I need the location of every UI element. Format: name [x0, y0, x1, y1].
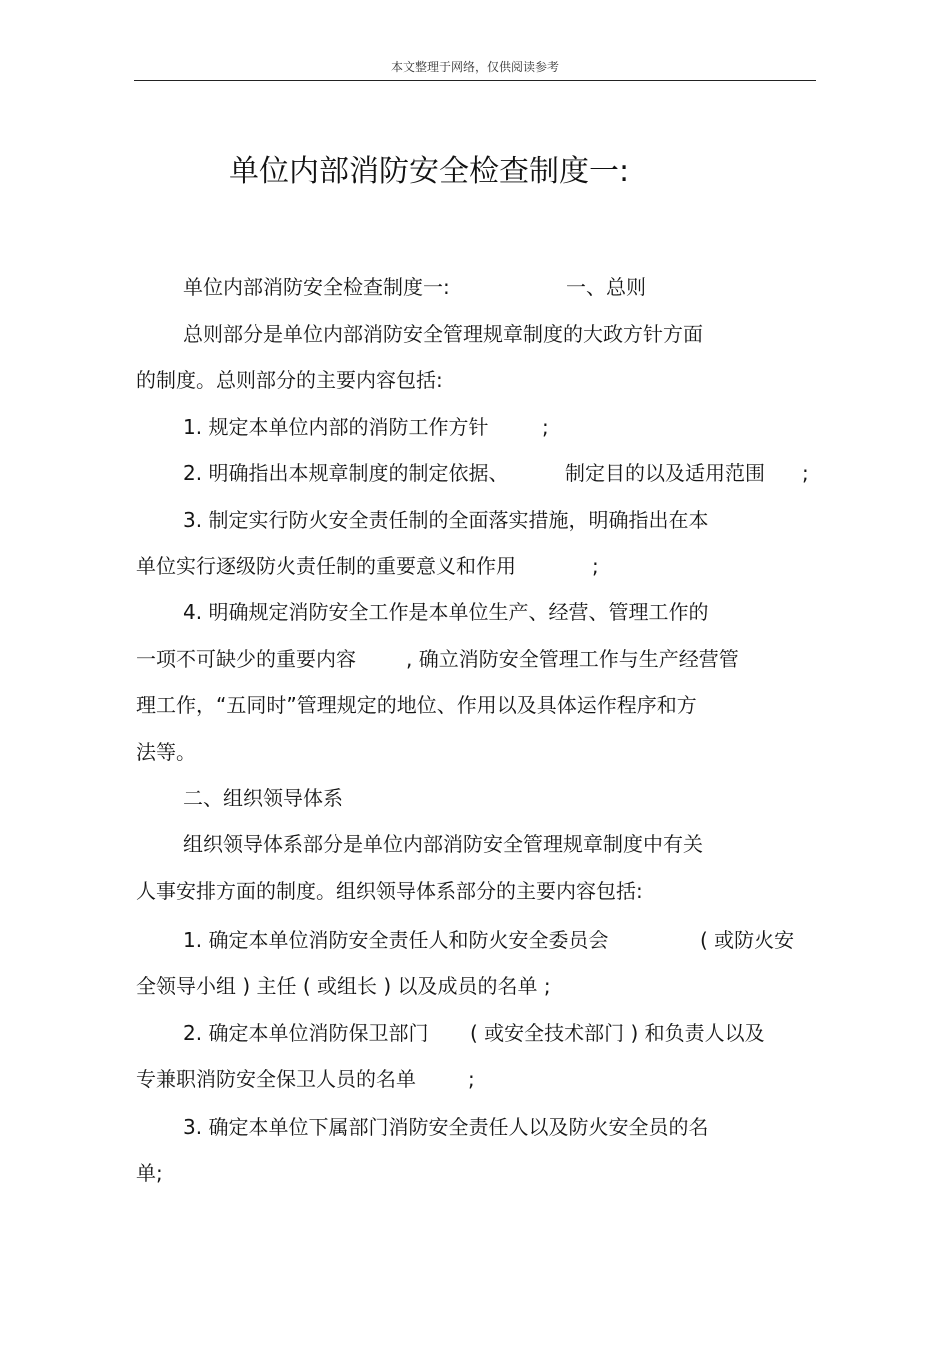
list-item-punct: ; [542, 415, 549, 439]
list-item-line: 1. 确定本单位消防安全责任人和防火安全委员会 [183, 928, 609, 952]
page-header: 本文整理于网络，仅供阅读参考 [390, 60, 559, 74]
list-item-line: 1. 规定本单位内部的消防工作方针 [183, 415, 489, 439]
list-item-line: 3. 确定本单位下属部门消防安全责任人以及防火安全员的名 [183, 1115, 709, 1139]
paragraph-line: 组织领导体系部分是单位内部消防安全管理规章制度中有关 [183, 832, 703, 856]
paragraph-line: 的制度。总则部分的主要内容包括: [136, 368, 443, 392]
list-item-line: 2. 确定本单位消防保卫部门 [183, 1021, 429, 1045]
list-item-line: 专兼职消防安全保卫人员的名单 [136, 1067, 416, 1091]
list-item-line: ( 或防火安 [700, 928, 795, 952]
list-item-punct: ; [802, 461, 809, 485]
list-item-punct: ; [468, 1067, 475, 1091]
list-item-line: 4. 明确规定消防安全工作是本单位生产、经营、管理工作的 [183, 600, 709, 624]
header-rule [134, 80, 816, 81]
list-item-line: 制定目的以及适用范围 [565, 461, 765, 485]
intro-heading: 单位内部消防安全检查制度一: [183, 275, 450, 299]
paragraph-line: 总则部分是单位内部消防安全管理规章制度的大政方针方面 [183, 322, 703, 346]
list-item-line: 2. 明确指出本规章制度的制定依据、 [183, 461, 509, 485]
list-item-punct: ; [592, 554, 599, 578]
document-title: 单位内部消防安全检查制度一: [229, 154, 630, 189]
list-item-line: ( 或安全技术部门 ) 和负责人以及 [470, 1021, 765, 1045]
list-item-line: 一项不可缺少的重要内容 [136, 647, 356, 671]
list-item-line: 单; [136, 1161, 163, 1185]
section-heading-organization: 二、组织领导体系 [183, 786, 343, 810]
paragraph-line: 人事安排方面的制度。组织领导体系部分的主要内容包括: [136, 879, 643, 903]
list-item-line: 全领导小组 ) 主任 ( 或组长 ) 以及成员的名单 ; [136, 974, 551, 998]
list-item-line: , 确立消防安全管理工作与生产经营管 [406, 647, 739, 671]
list-item-line: 单位实行逐级防火责任制的重要意义和作用 [136, 554, 516, 578]
list-item-line: 3. 制定实行防火安全责任制的全面落实措施，明确指出在本 [183, 508, 709, 532]
section-heading-general: 一、总则 [566, 275, 646, 299]
list-item-line: 理工作，“五同时”管理规定的地位、作用以及具体运作程序和方 [136, 693, 697, 717]
list-item-line: 法等。 [136, 740, 196, 764]
